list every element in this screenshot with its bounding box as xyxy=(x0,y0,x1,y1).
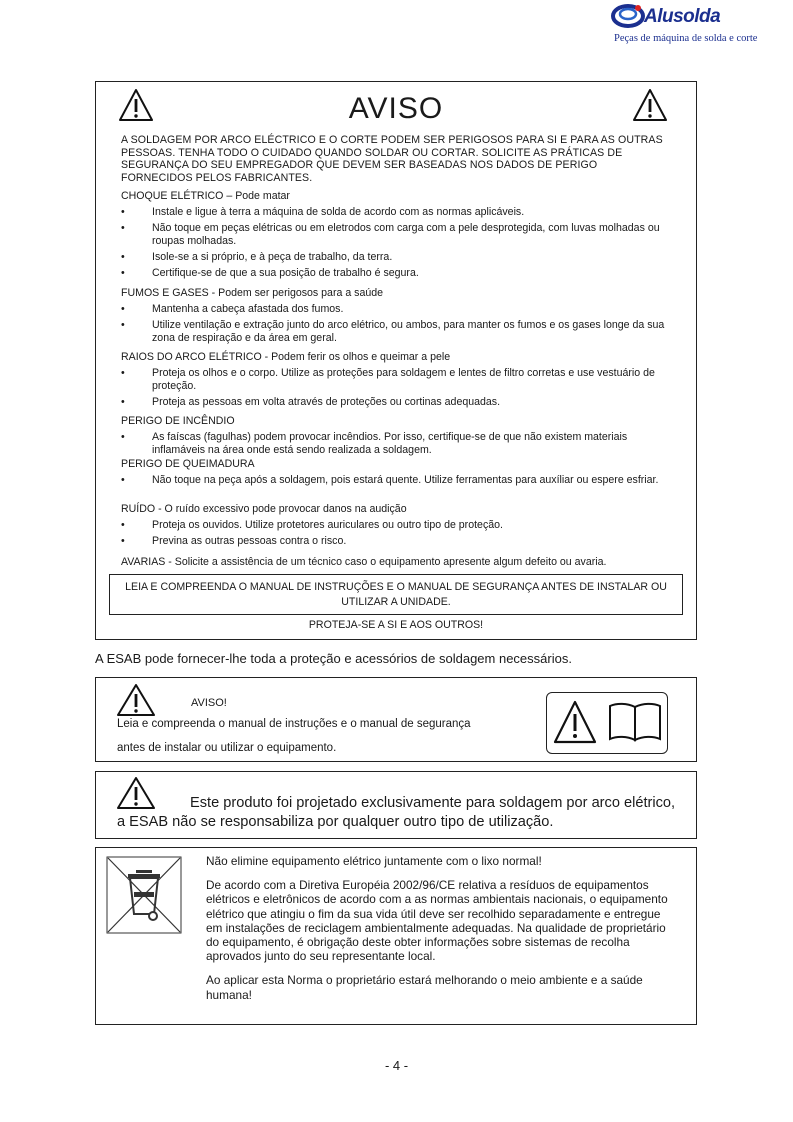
crossed-bin-icon xyxy=(106,856,182,934)
list-item: • Mantenha a cabeça afastada dos fumos. xyxy=(121,303,671,316)
exclusive-use-text: Este produto foi projetado exclusivamente para soldagem por arco elétrico, a ESAB não se responsabiliza por qualquer outro tipo de utilização. xyxy=(117,795,676,830)
list-item: • Instale e ligue à terra a máquina de solda de acordo com as normas aplicáveis. xyxy=(121,206,671,219)
section-heading: PERIGO DE INCÊNDIO xyxy=(121,415,235,427)
box2-label: AVISO! xyxy=(191,697,227,709)
weee-p1: Não elimine equipamento elétrico juntamente com o lixo normal! xyxy=(206,854,542,868)
open-book-icon xyxy=(607,701,663,743)
list-item: • Proteja os ouvidos. Utilize protetores auriculares ou outro tipo de proteção. xyxy=(121,519,671,532)
section-arc-rays xyxy=(121,351,671,409)
section-burn xyxy=(121,458,671,487)
weee-box xyxy=(95,847,697,1025)
list-item: • Utilize ventilação e extração junto do arco elétrico, ou ambos, para manter os fumos e os gases longe da sua zona de respiração e da área em geral. xyxy=(121,319,671,345)
section-heading: FUMOS E GASES - Podem ser perigosos para a saúde xyxy=(121,287,384,299)
avarias-line: AVARIAS - Solicite a assistência de um técnico caso o equipamento apresente algum defeito ou avaria. xyxy=(121,556,607,568)
warning-title: AVISO xyxy=(348,92,444,125)
exclusive-use-box xyxy=(95,771,697,839)
section-fire xyxy=(121,415,671,457)
list-item: • Certifique-se de que a sua posição de trabalho é segura. xyxy=(121,267,671,280)
weee-p2: De acordo com a Diretiva Européia 2002/96/CE relativa a resíduos de equipamentos elétricos e eletrônicos de acordo com a as normas ambientais nacionais, o equipamento elétrico que atingiu o fim da sua vida útil deve ser recolhido separadamente e entregue em instalações de reciclagem ambientalmente adequadas. Na qualidade de proprietário do equipamento, é obrigação deste obter informações sobre sistemas de recolha aprovados junto do seu representante local. xyxy=(206,878,668,964)
logo-swirl-icon xyxy=(610,2,646,32)
protect-line: PROTEJA-SE A SI E AOS OUTROS! xyxy=(308,619,484,631)
list-item: • As faíscas (fagulhas) podem provocar incêndios. Por isso, certifique-se de que não existem materiais inflamáveis na área onde está sendo realizada a soldagem. xyxy=(121,431,671,457)
list-item: • Não toque em peças elétricas ou em eletrodos com carga com a pele desprotegida, com luvas molhadas ou roupas molhadas. xyxy=(121,222,671,248)
esab-line: A ESAB pode fornecer-lhe toda a proteção e acessórios de soldagem necessários. xyxy=(95,651,572,666)
section-heading: RAIOS DO ARCO ELÉTRICO - Podem ferir os olhos e queimar a pele xyxy=(121,351,451,363)
weee-p3: Ao aplicar esta Norma o proprietário estará melhorando o meio ambiente e a saúde humana! xyxy=(206,973,643,1002)
read-manual-icon-panel xyxy=(546,692,668,754)
warning-triangle-icon xyxy=(553,700,597,744)
section-noise xyxy=(121,503,671,548)
list-item: • Isole-se a si próprio, e à peça de trabalho, da terra. xyxy=(121,251,671,264)
manual-warning-box xyxy=(95,677,697,762)
main-warning-box xyxy=(95,81,697,640)
list-item: • Proteja os olhos e o corpo. Utilize as proteções para soldagem e lentes de filtro corretas e use vestuário de proteção. xyxy=(121,367,671,393)
logo-brand: Alusolda xyxy=(644,6,721,27)
warning-triangle-icon xyxy=(116,683,156,717)
alusolda-logo xyxy=(610,2,790,50)
list-item: • Proteja as pessoas em volta através de proteções ou cortinas adequadas. xyxy=(121,396,671,409)
section-electric-shock xyxy=(121,190,671,280)
warning-intro: A SOLDAGEM POR ARCO ELÉCTRICO E O CORTE PODEM SER PERIGOSOS PARA SI E PARA AS OUTRAS PESSOAS. TENHA TODO O CUIDADO QUANDO SOLDAR OU CORTAR. SOLICITE AS PRÁTICAS DE SEGURANÇA DO SEU EMPREGADOR QUE DEVEM SER BASEADAS NOS DADOS DE PERIGO FORNECIDOS PELOS FABRICANTES. xyxy=(121,134,663,184)
read-manual-box: LEIA E COMPREENDA O MANUAL DE INSTRUÇÕES E O MANUAL DE SEGURANÇA ANTES DE INSTALAR OU UTILIZAR A UNIDADE. xyxy=(109,574,683,615)
section-heading: PERIGO DE QUEIMADURA xyxy=(121,458,255,470)
box2-line1: Leia e compreenda o manual de instruções e o manual de segurança xyxy=(117,718,471,730)
logo-tagline: Peças de máquina de solda e corte xyxy=(614,33,758,44)
list-item: • Não toque na peça após a soldagem, pois estará quente. Utilize ferramentas para auxíliar ou espere esfriar. xyxy=(121,474,671,487)
section-heading: CHOQUE ELÉTRICO – Pode matar xyxy=(121,190,290,202)
section-heading: RUÍDO - O ruído excessivo pode provocar danos na audição xyxy=(121,503,407,515)
weee-text xyxy=(206,854,676,1012)
box2-line2: antes de instalar ou utilizar o equipamento. xyxy=(117,742,337,754)
section-fumes xyxy=(121,287,671,345)
page-number: - 4 - xyxy=(384,1058,409,1073)
list-item: • Previna as outras pessoas contra o risco. xyxy=(121,535,671,548)
